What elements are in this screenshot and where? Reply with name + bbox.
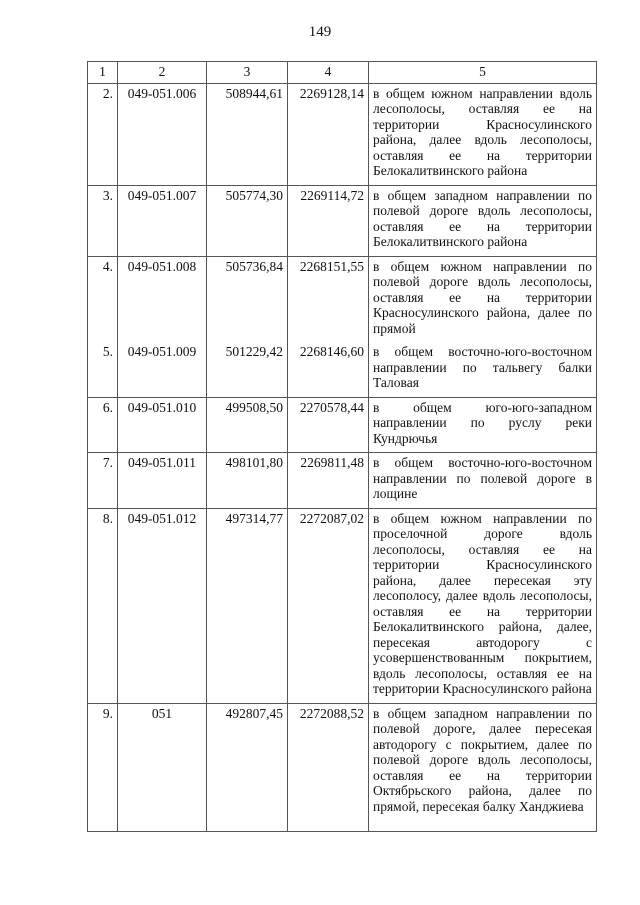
coord-x: 508944,61 [207,83,288,185]
row-number: 7. [88,453,118,509]
boundary-points-table [87,61,597,832]
table-row [88,453,597,509]
row-number: 8. [88,508,118,703]
coord-y: 2270578,44 [288,397,369,453]
coord-y: 2272087,02 [288,508,369,703]
coord-y: 2269114,72 [288,185,369,256]
boundary-description: в общем восточно-юго-восточном направлении по полевой дороге в лощине [369,453,597,509]
header-col-3: 3 [207,62,288,84]
row-number: 6. [88,397,118,453]
coord-x: 498101,80 [207,453,288,509]
point-code: 049-051.006 [118,83,207,185]
point-code: 049-051.008 [118,256,207,342]
table-header-row [88,62,597,84]
point-code: 049-051.007 [118,185,207,256]
header-col-2: 2 [118,62,207,84]
boundary-description: в общем южном направлении по полевой дороге вдоль лесополосы, оставляя ее на территории Красносулинского района, далее по прямой [369,256,597,342]
coord-x: 497314,77 [207,508,288,703]
row-number: 2. [88,83,118,185]
boundary-description: в общем западном направлении по полевой дороге, далее пересекая автодорогу с покрытием, далее по полевой дороге вдоль лесополосы, оставляя ее на территории Октябрьского района, далее по прямой, пересекая балку Ханджиева [369,703,597,831]
coord-y: 2269811,48 [288,453,369,509]
table-row [88,508,597,703]
coord-x: 501229,42 [207,342,288,397]
table-row [88,397,597,453]
table-row [88,185,597,256]
boundary-description: в общем юго-юго-западном направлении по руслу реки Кундрючья [369,397,597,453]
page-number: 149 [308,24,332,40]
point-code: 049-051.010 [118,397,207,453]
boundary-description: в общем южном направлении по проселочной дороге вдоль лесополосы, оставляя ее на территории Красносулинского района, далее пересекая эту лесополосу, далее вдоль лесополосы, оставляя ее на территории Белокалитвинского района, далее, пересекая автодорогу с усовершенствованным покрытием, вдоль лесополосы, оставляя ее на территории Красносулинского района [369,508,597,703]
coord-x: 499508,50 [207,397,288,453]
header-col-5: 5 [369,62,597,84]
coord-y: 2268151,55 [288,256,369,342]
table-row [88,342,597,397]
point-code: 051 [118,703,207,831]
row-number: 4. [88,256,118,342]
table-row [88,83,597,185]
row-number: 9. [88,703,118,831]
boundary-description: в общем южном направлении вдоль лесополосы, оставляя ее на территории Красносулинского района, далее вдоль лесополосы, оставляя ее на территории Белокалитвинского района [369,83,597,185]
point-code: 049-051.009 [118,342,207,397]
boundary-description: в общем западном направлении по полевой дороге вдоль лесополосы, оставляя ее на территории Белокалитвинского района [369,185,597,256]
table-row [88,703,597,831]
coord-x: 505736,84 [207,256,288,342]
coord-x: 492807,45 [207,703,288,831]
header-col-4: 4 [288,62,369,84]
coord-y: 2268146,60 [288,342,369,397]
coord-y: 2272088,52 [288,703,369,831]
row-number: 3. [88,185,118,256]
point-code: 049-051.011 [118,453,207,509]
boundary-description: в общем восточно-юго-восточном направлении по тальвегу балки Таловая [369,342,597,397]
header-col-1: 1 [88,62,118,84]
coord-y: 2269128,14 [288,83,369,185]
row-number: 5. [88,342,118,397]
table-row [88,256,597,342]
point-code: 049-051.012 [118,508,207,703]
coord-x: 505774,30 [207,185,288,256]
